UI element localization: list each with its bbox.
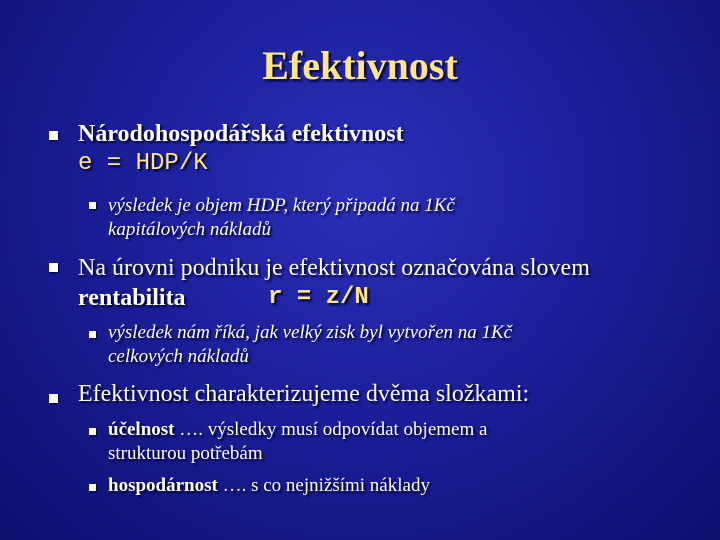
- sub-1-term: účelnost: [108, 419, 175, 440]
- sub-bullet-square-icon: [89, 202, 96, 209]
- bullet-square-icon: [49, 263, 58, 272]
- bullet-2-sub-line-2: celkových nákladů: [108, 346, 249, 367]
- bullet-2-sub-line-1: výsledek nám říká, jak velký zisk byl vytvořen na 1Kč: [108, 322, 513, 343]
- sub-1-rest: …. výsledky musí odpovídat objemem a: [174, 419, 488, 440]
- bullet-square-icon: [49, 394, 58, 403]
- bullet-1-formula: e = HDP/K: [78, 150, 208, 177]
- bullet-2-term: rentabilita: [78, 285, 186, 311]
- sub-bullet-square-icon: [89, 428, 96, 435]
- bullet-1-heading: Národohospodářská efektivnost: [78, 121, 404, 147]
- bullet-square-icon: [49, 131, 58, 140]
- sub-bullet-square-icon: [89, 331, 96, 338]
- bullet-2-heading: Na úrovni podniku je efektivnost označována slovem: [78, 255, 590, 281]
- sub-2-term: hospodárnost: [108, 475, 218, 496]
- sub-2-rest: …. s co nejnižšími náklady: [217, 475, 430, 496]
- sub-bullet-square-icon: [89, 484, 96, 491]
- bullet-3-sub-2-line-1: [108, 475, 430, 497]
- bullet-3-sub-1-line-2: strukturou potřebám: [108, 443, 263, 464]
- bullet-1-sub-line-1: výsledek je objem HDP, který připadá na 1Kč: [108, 195, 455, 216]
- bullet-3-sub-1-line-1: [108, 419, 487, 441]
- bullet-1-sub-line-2: kapitálových nákladů: [108, 219, 272, 240]
- bullet-2-formula: r = z/N: [268, 284, 369, 311]
- slide-title: Efektivnost: [262, 43, 458, 88]
- bullet-3-heading: Efektivnost charakterizujeme dvěma složkami:: [78, 381, 530, 407]
